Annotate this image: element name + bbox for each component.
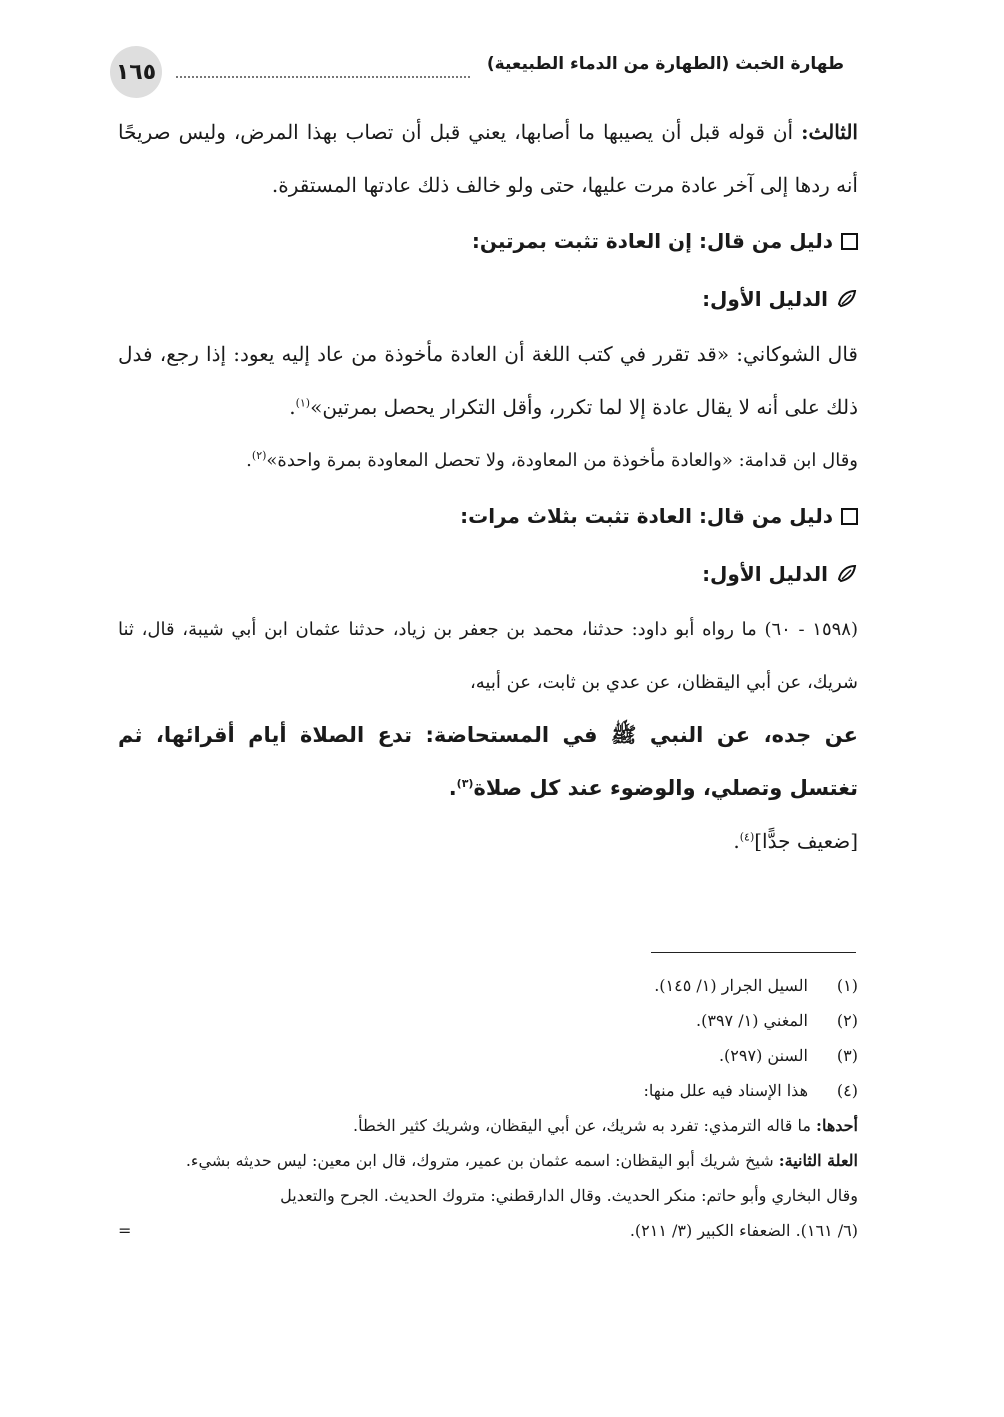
leaf-ornament-icon	[836, 563, 858, 585]
subsection-heading	[118, 270, 858, 328]
footnote-4-narrator-criticism: وقال البخاري وأبو حاتم: منكر الحديث. وقال الدارقطني: متروك الحديث. الجرح والتعديل	[280, 1186, 858, 1205]
footnote-number: (١)	[836, 976, 858, 995]
paragraph-label: الثالث:	[801, 120, 858, 144]
page-number: ١٦٥	[110, 46, 162, 98]
footnote-3	[118, 1038, 858, 1073]
footnote-ref[interactable]: (٤)	[739, 830, 755, 844]
section-heading	[118, 212, 858, 270]
footnote-label: العلة الثانية:	[778, 1151, 858, 1170]
header-dotted-rule	[176, 76, 470, 78]
footnote-ref[interactable]: (٢)	[251, 449, 267, 462]
heading-text: الدليل الأول:	[702, 287, 828, 311]
paragraph-text: أن قوله قبل أن يصيبها ما أصابها، يعني قبل أن تصاب بهذا المرض، وليس صريحًا أنه ردها إلى آخر عادة مرت عليها، حتى ولو خالف ذلك عادتها المستقرة.	[118, 120, 858, 197]
square-bullet-icon	[841, 233, 858, 250]
heading-text: دليل من قال: إن العادة تثبت بمرتين:	[471, 229, 833, 253]
paragraph-isnad	[118, 603, 858, 709]
footnote-1	[118, 968, 858, 1003]
subsection-heading	[118, 545, 858, 603]
paragraph-hadith-text: عن جده، عن النبي ﷺ في المستحاضة: تدع الصلاة أيام أقرائها، ثم تغتسل وتصلي، والوضوء عند كل صلاة$^{(٣)}$.	[118, 723, 858, 800]
footnote-label: أحدها:	[816, 1116, 858, 1135]
running-title: طهارة الخبث (الطهارة من الدماء الطبيعية)	[486, 54, 844, 74]
footnote-4-first-defect	[118, 1108, 858, 1143]
heading-text: دليل من قال: العادة تثبت بثلاث مرات:	[460, 504, 833, 528]
footnote-ref[interactable]: (١)	[295, 396, 311, 410]
footnotes	[118, 968, 858, 1248]
paragraph-text: عن جده، عن النبي ﷺ في المستحاضة: تدع الصلاة أيام أقرائها، ثم تغتسل وتصلي، والوضوء عند كل صلاة	[118, 723, 858, 800]
paragraph-ibn-qudama-quote: وقال ابن قدامة: «والعادة مأخوذة من المعاودة، ولا تحصل المعاودة بمرة واحدة»$^{(٢)}$.	[246, 449, 858, 471]
leaf-ornament-icon	[836, 288, 858, 310]
footnote-text: هذا الإسناد فيه علل منها:	[643, 1081, 808, 1100]
footnote-text: ما قاله الترمذي: تفرد به شريك، عن أبي اليقظان، وشريك كثير الخطأ.	[353, 1116, 817, 1135]
footnote-separator	[651, 952, 856, 953]
footnote-2	[118, 1003, 858, 1038]
footnote-number: (٣)	[836, 1046, 858, 1065]
heading-text: الدليل الأول:	[702, 562, 828, 586]
square-bullet-icon	[841, 508, 858, 525]
paragraph-third-point	[118, 106, 858, 212]
main-text	[118, 106, 858, 868]
paragraph-grading: [ضعيف جدًّا]$^{(٤)}$.	[733, 829, 858, 853]
footnote-text: السنن (٢٩٧).	[718, 1046, 808, 1065]
page-header	[110, 40, 850, 104]
footnote-text: السيل الجرار (١/ ١٤٥).	[654, 976, 808, 995]
paragraph-text: وقال ابن قدامة: «والعادة مأخوذة من المعاودة، ولا تحصل المعاودة بمرة واحدة»	[266, 450, 858, 471]
section-heading	[118, 487, 858, 545]
footnote-ref[interactable]: (٣)	[456, 777, 474, 790]
footnote-4-references-line	[118, 1213, 858, 1248]
footnote-text: (٦/ ١٦١). الضعفاء الكبير (٣/ ٢١١).	[629, 1221, 858, 1240]
footnote-text: شيخ شريك أبو اليقظان: اسمه عثمان بن عمير، متروك، قال ابن معين: ليس حديثه بشيء.	[185, 1151, 779, 1170]
paragraph-text: قال الشوكاني: «قد تقرر في كتب اللغة أن العادة مأخوذة من عاد إليه يعود: إذا رجع، فدل ذلك على أنه لا يقال عادة إلا لما تكرر، وأقل التكرار يحصل بمرتين»	[118, 342, 858, 419]
grading-text: [ضعيف جدًّا]	[754, 829, 858, 853]
footnote-4	[118, 1073, 858, 1108]
continuation-mark: =	[118, 1221, 132, 1240]
paragraph-text: (١٥٩٨ - ٦٠) ما رواه أبو داود: حدثنا، محمد بن جعفر بن زياد، حدثنا عثمان ابن أبي شيبة، قال، ثنا شريك، عن أبي اليقظان، عن عدي بن ثابت، عن أبيه،	[118, 619, 858, 693]
footnote-text: المغني (١/ ٣٩٧).	[696, 1011, 808, 1030]
footnote-4-second-defect	[118, 1143, 858, 1178]
footnote-number: (٢)	[836, 1011, 858, 1030]
paragraph-shawkani-quote: قال الشوكاني: «قد تقرر في كتب اللغة أن العادة مأخوذة من عاد إليه يعود: إذا رجع، فدل ذلك على أنه لا يقال عادة إلا لما تكرر، وأقل التكرار يحصل بمرتين»$^{(١)}$.	[118, 342, 858, 419]
footnote-number: (٤)	[836, 1081, 858, 1100]
